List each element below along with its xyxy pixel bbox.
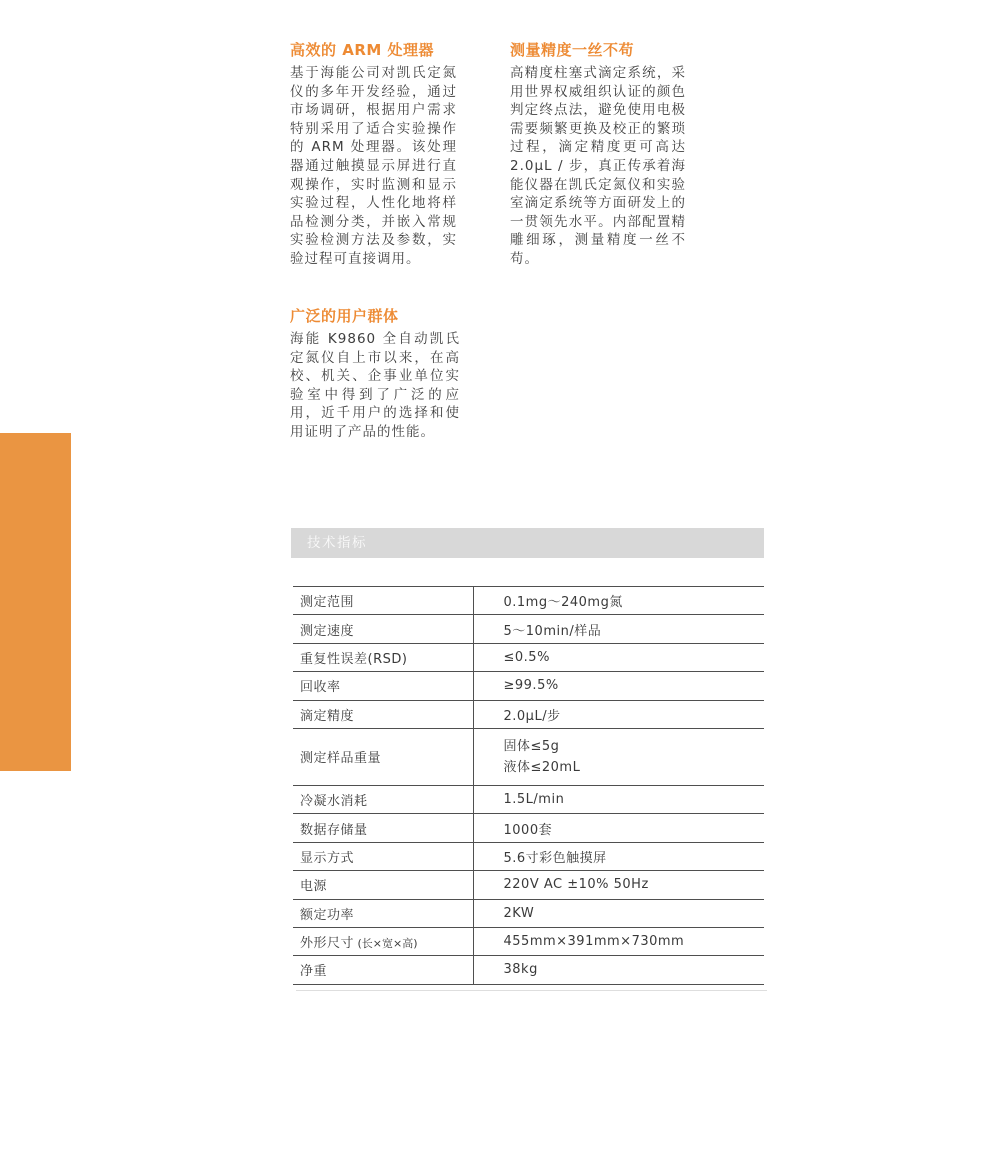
spec-value: 5～10min/样品 xyxy=(473,615,764,643)
table-shadow-line xyxy=(296,990,767,991)
spec-label: 滴定精度 xyxy=(293,700,473,728)
section-body: 海能 K9860 全自动凯氏定氮仪自上市以来，在高校、机关、企事业单位实验室中得到了广泛的应用，近千用户的选择和使用证明了产品的性能。 xyxy=(290,331,460,440)
spec-label-main: 外形尺寸 xyxy=(300,936,355,952)
spec-value: 1.5L/min xyxy=(473,785,764,813)
spec-label-suffix: (长×宽×高) xyxy=(354,937,418,951)
spec-value: 220V AC ±10% 50Hz xyxy=(473,871,764,899)
spec-value-line: 液体≤20mL xyxy=(503,759,581,775)
section-body: 高精度柱塞式滴定系统，采用世界权威组织认证的颜色判定终点法，避免使用电极需要频繁更换及校正的繁琐过程，滴定精度更可高达 2.0μL / 步，真正传承着海能仪器在凯氏定氮仪和实验室滴定系统等方面研发上的一贯领先水平。内部配置精雕细琢，测量精度一丝不苟。 xyxy=(510,65,686,267)
table-row xyxy=(293,643,764,671)
table-row xyxy=(293,871,764,899)
table-row xyxy=(293,814,764,842)
table-row xyxy=(293,615,764,643)
spec-label xyxy=(293,927,473,955)
table-row xyxy=(293,842,764,870)
spec-value: ≤0.5% xyxy=(473,643,764,671)
spec-value: 0.1mg～240mg氮 xyxy=(473,587,764,615)
section-title: 测量精度一丝不苟 xyxy=(510,41,635,59)
table-row xyxy=(293,927,764,955)
spec-label: 额定功率 xyxy=(293,899,473,927)
spec-label: 净重 xyxy=(293,956,473,984)
table-row xyxy=(293,899,764,927)
spec-label: 重复性误差(RSD) xyxy=(293,643,473,671)
spec-label: 显示方式 xyxy=(293,842,473,870)
spec-value xyxy=(473,728,764,785)
spec-value: 38kg xyxy=(473,956,764,984)
table-row xyxy=(293,672,764,700)
spec-label: 测定样品重量 xyxy=(293,728,473,785)
spec-table xyxy=(293,586,764,985)
table-row xyxy=(293,587,764,615)
table-row xyxy=(293,728,764,785)
spec-value-line: 固体≤5g xyxy=(503,738,560,754)
section-title: 广泛的用户群体 xyxy=(290,307,399,325)
spec-label: 电源 xyxy=(293,871,473,899)
spec-value: 2KW xyxy=(473,899,764,927)
section-measurement-precision xyxy=(510,40,686,269)
spec-label: 冷凝水消耗 xyxy=(293,785,473,813)
left-accent-tab xyxy=(0,433,71,771)
section-title: 高效的 ARM 处理器 xyxy=(290,41,435,59)
spec-label: 测定速度 xyxy=(293,615,473,643)
spec-header-bar xyxy=(291,528,764,558)
table-row xyxy=(293,700,764,728)
spec-value: ≥99.5% xyxy=(473,672,764,700)
spec-label: 数据存储量 xyxy=(293,814,473,842)
spec-header-title: 技术指标 xyxy=(307,535,367,551)
spec-label: 回收率 xyxy=(293,672,473,700)
spec-value: 2.0μL/步 xyxy=(473,700,764,728)
section-arm-processor xyxy=(290,40,457,269)
section-body: 基于海能公司对凯氏定氮仪的多年开发经验，通过市场调研，根据用户需求特别采用了适合实验操作的 ARM 处理器。该处理器通过触摸显示屏进行直观操作，实时监测和显示实验过程，人性化地将样品检测分类，并嵌入常规实验检测方法及参数，实验过程可直接调用。 xyxy=(290,65,457,267)
table-row xyxy=(293,956,764,984)
spec-label: 测定范围 xyxy=(293,587,473,615)
section-user-base xyxy=(290,306,460,442)
table-row xyxy=(293,785,764,813)
spec-value: 455mm×391mm×730mm xyxy=(473,927,764,955)
spec-value: 1000套 xyxy=(473,814,764,842)
spec-value: 5.6寸彩色触摸屏 xyxy=(473,842,764,870)
